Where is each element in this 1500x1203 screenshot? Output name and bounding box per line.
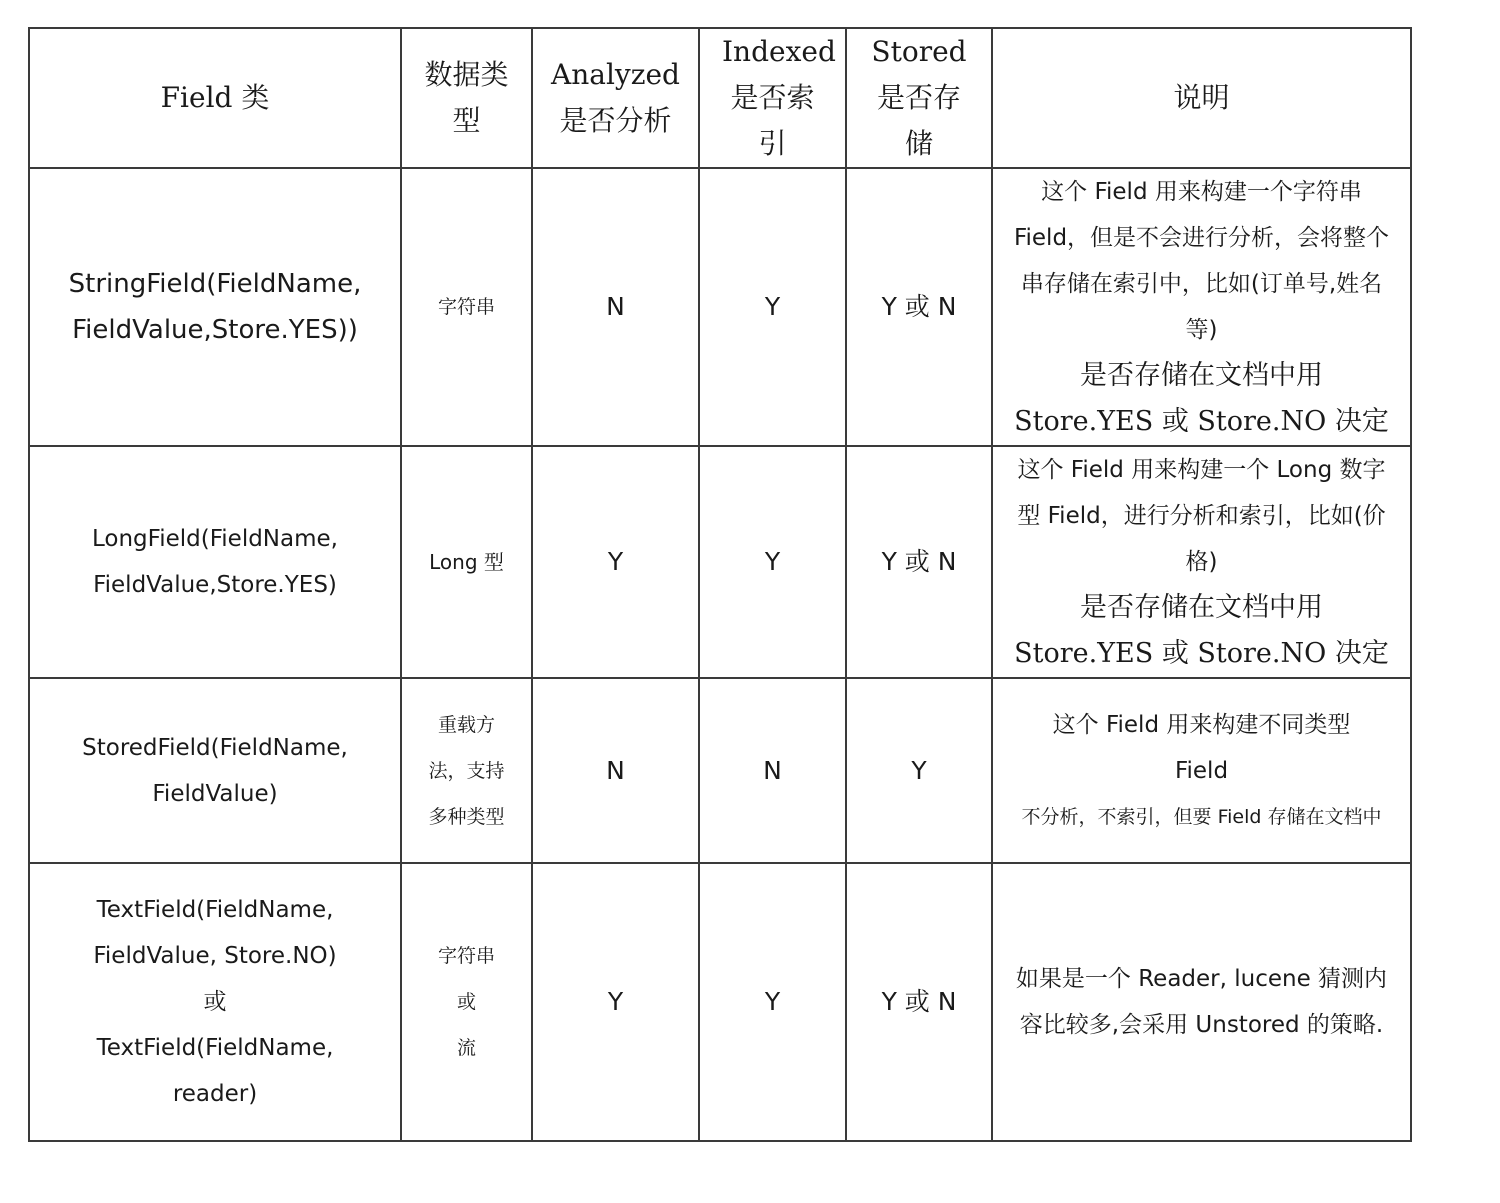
analyzed-cell: N bbox=[532, 678, 699, 863]
header-stored: Stored 是否存储 bbox=[846, 28, 992, 168]
description-text: 这个 Field 用来构建一个 Long 数字型 Field，进行分析和索引，比如(价格) bbox=[1017, 457, 1386, 575]
data-type-cell: 字符串 或 流 bbox=[401, 863, 532, 1141]
data-type-cell: 字符串 bbox=[401, 168, 532, 446]
description-cell bbox=[992, 678, 1411, 863]
field-class-cell: StoredField(FieldName, FieldValue) bbox=[29, 678, 401, 863]
header-indexed: Indexed 是否索引 bbox=[699, 28, 846, 168]
indexed-cell: Y bbox=[699, 168, 846, 446]
description-cell bbox=[992, 863, 1411, 1141]
stored-cell: Y 或 N bbox=[846, 863, 992, 1141]
table-row bbox=[29, 863, 1411, 1141]
header-description: 说明 bbox=[992, 28, 1411, 168]
field-class-cell: LongField(FieldName, FieldValue,Store.YES) bbox=[29, 446, 401, 678]
description-cell bbox=[992, 446, 1411, 678]
field-class-cell: StringField(FieldName, FieldValue,Store.YES)) bbox=[29, 168, 401, 446]
table-row bbox=[29, 678, 1411, 863]
data-type-cell: 重载方法，支持多种类型 bbox=[401, 678, 532, 863]
header-field-class: Field 类 bbox=[29, 28, 401, 168]
description-text: 这个 Field 用来构建不同类型 Field bbox=[1052, 711, 1351, 784]
stored-cell: Y bbox=[846, 678, 992, 863]
storage-note: 不分析，不索引，但要 Field 存储在文档中 bbox=[1021, 805, 1382, 828]
header-data-type: 数据类型 bbox=[401, 28, 532, 168]
header-analyzed: Analyzed 是否分析 bbox=[532, 28, 699, 168]
description-cell bbox=[992, 168, 1411, 446]
indexed-cell: Y bbox=[699, 863, 846, 1141]
storage-note: 是否存储在文档中用 Store.YES 或 Store.NO 决定 bbox=[1014, 360, 1389, 437]
field-type-table bbox=[28, 27, 1412, 1142]
indexed-cell: Y bbox=[699, 446, 846, 678]
analyzed-cell: Y bbox=[532, 863, 699, 1141]
stored-cell: Y 或 N bbox=[846, 446, 992, 678]
analyzed-cell: Y bbox=[532, 446, 699, 678]
table-row bbox=[29, 446, 1411, 678]
storage-note: 是否存储在文档中用 Store.YES 或 Store.NO 决定 bbox=[1014, 592, 1389, 669]
description-text: 这个 Field 用来构建一个字符串 Field，但是不会进行分析，会将整个串存储在索引中，比如(订单号,姓名等) bbox=[1013, 179, 1390, 343]
field-class-cell: TextField(FieldName, FieldValue, Store.NO) 或 TextField(FieldName, reader) bbox=[29, 863, 401, 1141]
data-type-cell: Long 型 bbox=[401, 446, 532, 678]
indexed-cell: N bbox=[699, 678, 846, 863]
stored-cell: Y 或 N bbox=[846, 168, 992, 446]
header-row bbox=[29, 28, 1411, 168]
description-text: 如果是一个 Reader, lucene 猜测内容比较多,会采用 Unstored 的策略. bbox=[1015, 966, 1388, 1038]
analyzed-cell: N bbox=[532, 168, 699, 446]
table-row bbox=[29, 168, 1411, 446]
